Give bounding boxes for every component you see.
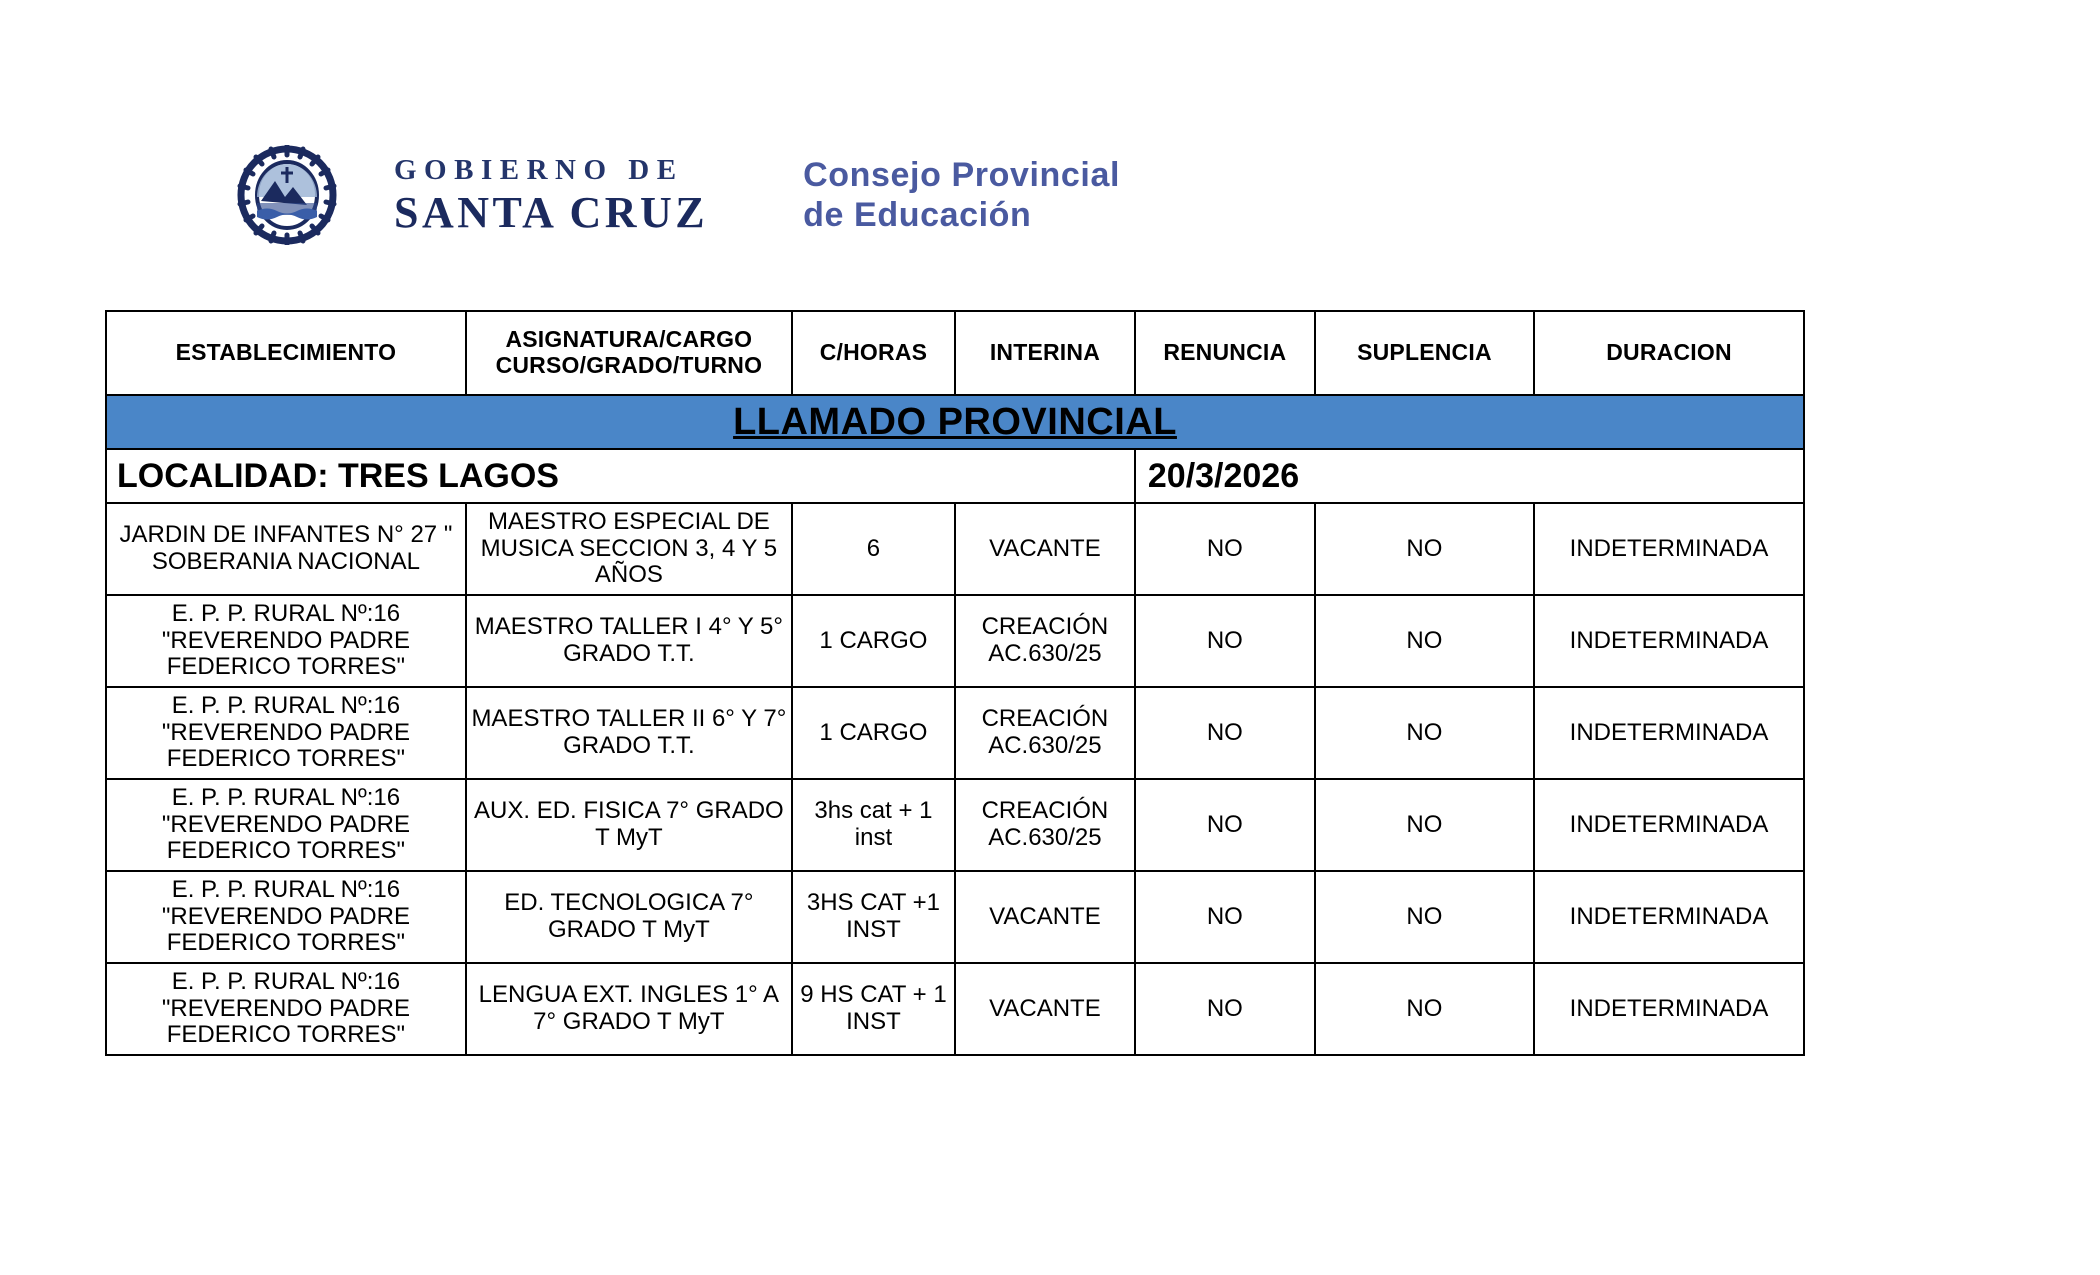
- cell-renuncia: NO: [1135, 779, 1315, 871]
- cell-establecimiento: E. P. P. RURAL Nº:16 "REVERENDO PADRE FEDERICO TORRES": [106, 871, 466, 963]
- cell-suplencia: NO: [1315, 963, 1534, 1055]
- table-row: [106, 871, 1804, 963]
- government-title: [394, 153, 709, 237]
- cell-suplencia: NO: [1315, 871, 1534, 963]
- document-title-cell: [106, 395, 1804, 449]
- cell-horas: 3HS CAT +1 INST: [792, 871, 955, 963]
- cell-horas: 1 CARGO: [792, 687, 955, 779]
- table-row: [106, 687, 1804, 779]
- table-row: [106, 503, 1804, 595]
- cell-asignatura: ED. TECNOLOGICA 7° GRADO T MyT: [466, 871, 792, 963]
- cell-horas: 3hs cat + 1 inst: [792, 779, 955, 871]
- cell-renuncia: NO: [1135, 687, 1315, 779]
- column-header-renuncia: RENUNCIA: [1135, 311, 1315, 395]
- cell-asignatura: MAESTRO TALLER I 4° Y 5° GRADO T.T.: [466, 595, 792, 687]
- gov-line-2: SANTA CRUZ: [394, 187, 709, 237]
- cell-renuncia: NO: [1135, 871, 1315, 963]
- column-header-asignatura-line2: CURSO/GRADO/TURNO: [495, 352, 763, 378]
- cell-duracion: INDETERMINADA: [1534, 687, 1804, 779]
- column-header-interina: INTERINA: [955, 311, 1135, 395]
- column-header-choras: C/HORAS: [792, 311, 955, 395]
- cell-suplencia: NO: [1315, 595, 1534, 687]
- cell-duracion: INDETERMINADA: [1534, 595, 1804, 687]
- santa-cruz-coat-of-arms-icon: [205, 145, 370, 245]
- cell-interina: VACANTE: [955, 963, 1135, 1055]
- cell-asignatura: MAESTRO TALLER II 6° Y 7° GRADO T.T.: [466, 687, 792, 779]
- cell-interina: CREACIÓN AC.630/25: [955, 779, 1135, 871]
- cell-asignatura: LENGUA EXT. INGLES 1° A 7° GRADO T MyT: [466, 963, 792, 1055]
- cell-duracion: INDETERMINADA: [1534, 503, 1804, 595]
- table-body: [106, 503, 1804, 1055]
- cell-duracion: INDETERMINADA: [1534, 963, 1804, 1055]
- cell-suplencia: NO: [1315, 687, 1534, 779]
- cell-horas: 9 HS CAT + 1 INST: [792, 963, 955, 1055]
- cell-establecimiento: E. P. P. RURAL Nº:16 "REVERENDO PADRE FEDERICO TORRES": [106, 595, 466, 687]
- date-cell: 20/3/2026: [1135, 449, 1804, 503]
- cell-horas: 6: [792, 503, 955, 595]
- column-header-suplencia: SUPLENCIA: [1315, 311, 1534, 395]
- column-header-duracion: DURACION: [1534, 311, 1804, 395]
- document-title: LLAMADO PROVINCIAL: [733, 400, 1177, 443]
- organization-title: [803, 155, 1120, 235]
- table-row: [106, 595, 1804, 687]
- cell-renuncia: NO: [1135, 503, 1315, 595]
- cell-interina: VACANTE: [955, 871, 1135, 963]
- cell-suplencia: NO: [1315, 503, 1534, 595]
- org-line-1: Consejo Provincial: [803, 155, 1121, 194]
- cell-interina: CREACIÓN AC.630/25: [955, 687, 1135, 779]
- cell-duracion: INDETERMINADA: [1534, 871, 1804, 963]
- cell-establecimiento: E. P. P. RURAL Nº:16 "REVERENDO PADRE FEDERICO TORRES": [106, 779, 466, 871]
- table-header-row: [106, 311, 1804, 395]
- table-row: [106, 779, 1804, 871]
- cell-establecimiento: E. P. P. RURAL Nº:16 "REVERENDO PADRE FEDERICO TORRES": [106, 687, 466, 779]
- cell-establecimiento: E. P. P. RURAL Nº:16 "REVERENDO PADRE FEDERICO TORRES": [106, 963, 466, 1055]
- letterhead: [205, 145, 1120, 245]
- cell-suplencia: NO: [1315, 779, 1534, 871]
- cell-interina: VACANTE: [955, 503, 1135, 595]
- cell-horas: 1 CARGO: [792, 595, 955, 687]
- cell-asignatura: MAESTRO ESPECIAL DE MUSICA SECCION 3, 4 Y 5 AÑOS: [466, 503, 792, 595]
- table-row: [106, 963, 1804, 1055]
- cell-interina: CREACIÓN AC.630/25: [955, 595, 1135, 687]
- table-title-row: [106, 395, 1804, 449]
- org-line-2: de Educación: [803, 196, 1032, 234]
- cell-asignatura: AUX. ED. FISICA 7° GRADO T MyT: [466, 779, 792, 871]
- gov-line-1: GOBIERNO DE: [394, 153, 684, 186]
- table-locality-row: [106, 449, 1804, 503]
- cell-establecimiento: JARDIN DE INFANTES N° 27 " SOBERANIA NACIONAL: [106, 503, 466, 595]
- cell-renuncia: NO: [1135, 963, 1315, 1055]
- column-header-asignatura-line1: ASIGNATURA/CARGO: [505, 326, 753, 353]
- column-header-establecimiento: ESTABLECIMIENTO: [106, 311, 466, 395]
- cell-duracion: INDETERMINADA: [1534, 779, 1804, 871]
- column-header-asignatura: [466, 311, 792, 395]
- locality-cell: LOCALIDAD: TRES LAGOS: [106, 449, 1135, 503]
- cell-renuncia: NO: [1135, 595, 1315, 687]
- vacancies-table: [105, 310, 1805, 1056]
